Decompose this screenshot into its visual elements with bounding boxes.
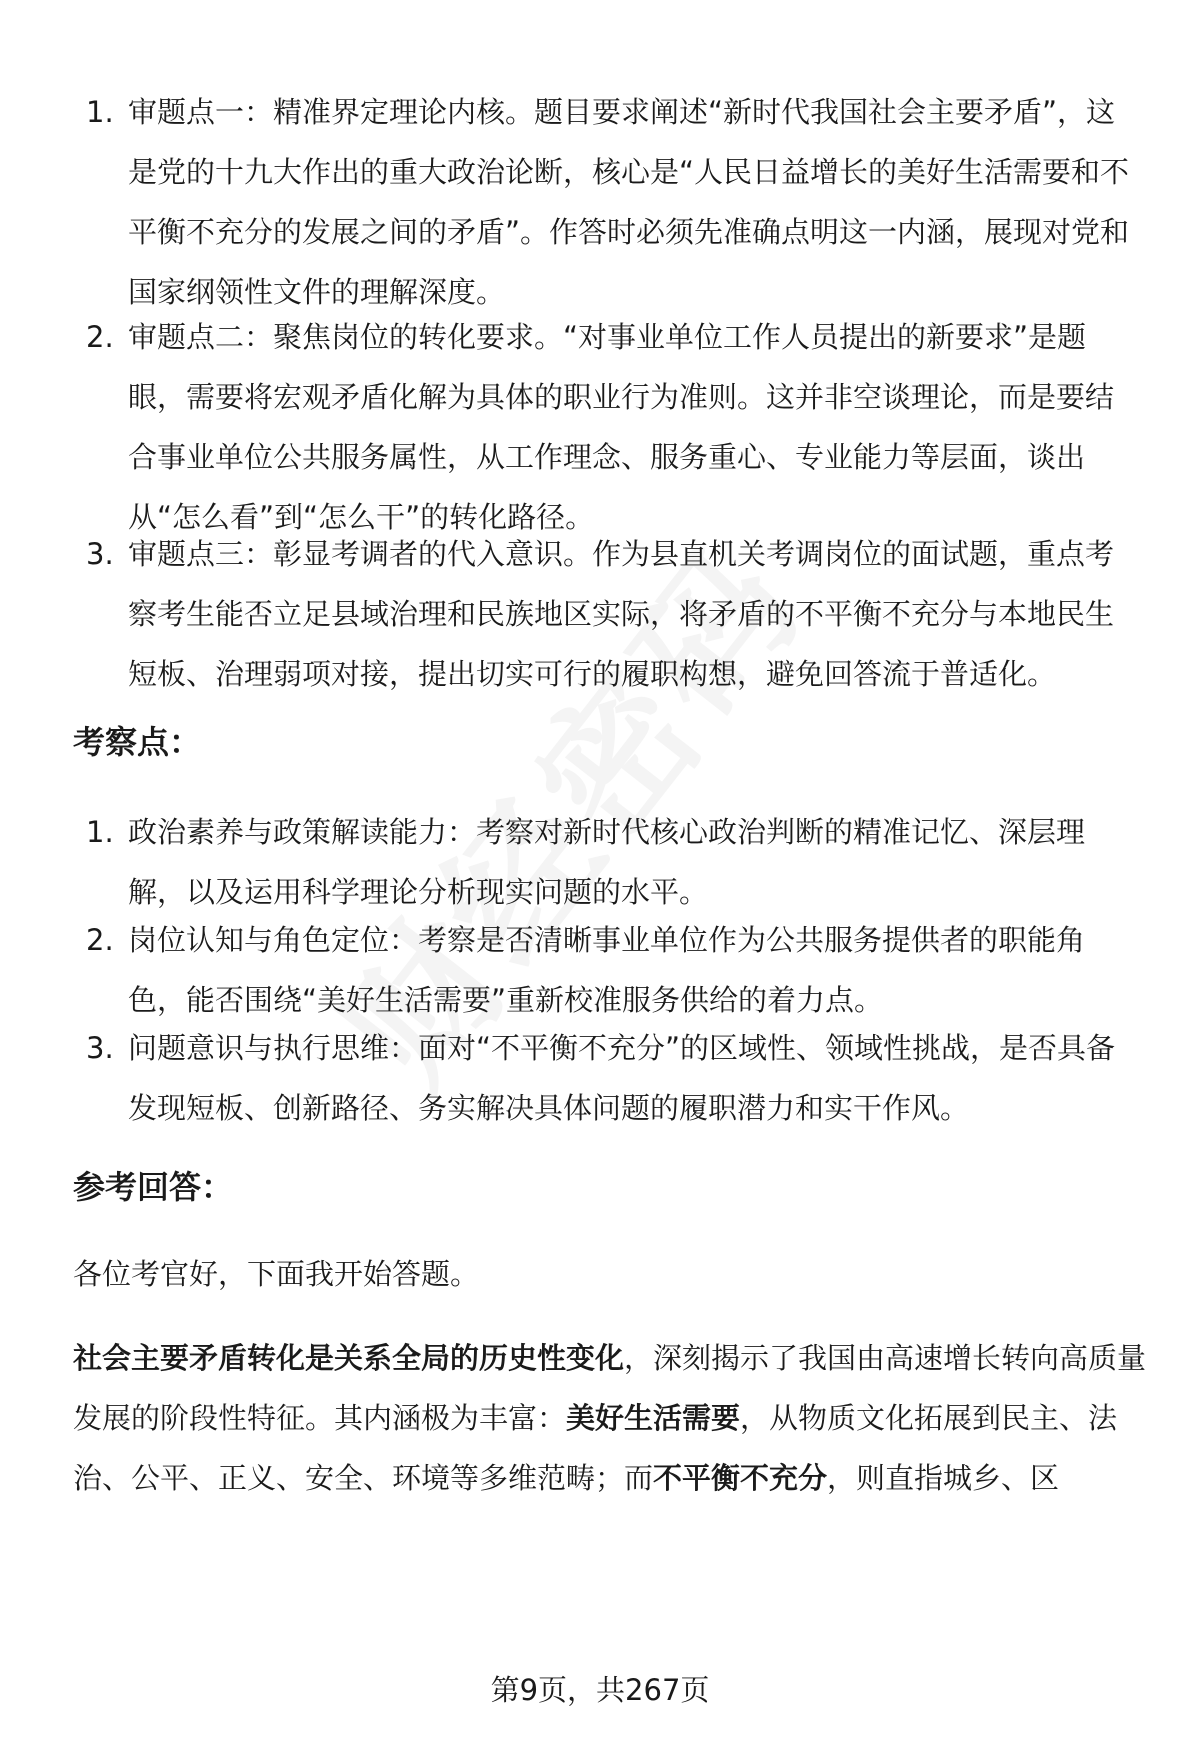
list-item xyxy=(78,524,1138,704)
list-number: 2. xyxy=(86,923,114,957)
list-item-text: 审题点三：彰显考调者的代入意识。作为县直机关考调岗位的面试题，重点考察考生能否立足县域治理和民族地区实际，将矛盾的不平衡不充分与本地民生短板、治理弱项对接，提出切实可行的履职构想，避免回答流于普适化。 xyxy=(128,537,1115,691)
paragraph-text: ，深刻揭示了我国由高速增长转向高质量发展的阶段性特征。其内涵极为丰富： xyxy=(73,1341,1147,1435)
answer-greeting: 各位考官好，下面我开始答题。 xyxy=(73,1257,480,1291)
list-number: 2. xyxy=(86,320,114,354)
bold-phrase: 美好生活需要 xyxy=(566,1401,741,1435)
list-item-text: 审题点二：聚焦岗位的转化要求。“对事业单位工作人员提出的新要求”是题眼，需要将宏观矛盾化解为具体的职业行为准则。这并非空谈理论，而是要结合事业单位公共服务属性，从工作理念、服务重心、专业能力等层面，谈出从“怎么看”到“怎么干”的转化路径。 xyxy=(128,320,1115,534)
list-number: 1. xyxy=(86,815,114,849)
bold-phrase: 不平衡不充分 xyxy=(653,1461,828,1495)
list-item xyxy=(78,82,1138,307)
exam-points-heading: 考察点： xyxy=(73,723,202,761)
answer-paragraph xyxy=(73,1328,1153,1508)
list-item-text: 问题意识与执行思维：面对“不平衡不充分”的区域性、领域性挑战，是否具备发现短板、创新路径、务实解决具体问题的履职潜力和实干作风。 xyxy=(128,1031,1116,1125)
list-item-text: 岗位认知与角色定位：考察是否清晰事业单位作为公共服务提供者的职能角色，能否围绕“美好生活需要”重新校准服务供给的着力点。 xyxy=(128,923,1086,1017)
list-item-text: 政治素养与政策解读能力：考察对新时代核心政治判断的精准记忆、深层理解，以及运用科学理论分析现实问题的水平。 xyxy=(128,815,1086,909)
paragraph-text: ，则直指城乡、区 xyxy=(827,1461,1060,1495)
list-item xyxy=(78,1018,1138,1138)
list-item xyxy=(78,802,1138,910)
list-number: 3. xyxy=(86,1031,114,1065)
list-item-text: 审题点一：精准界定理论内核。题目要求阐述“新时代我国社会主要矛盾”，这是党的十九大作出的重大政治论断，核心是“人民日益增长的美好生活需要和不平衡不充分的发展之间的矛盾”。作答时必须先准确点明这一内涵，展现对党和国家纲领性文件的理解深度。 xyxy=(128,95,1130,309)
review-points-list xyxy=(78,82,1138,704)
list-item xyxy=(78,910,1138,1018)
paragraph-text: ，从物质文化拓展到民主、法治、公平、正义、安全、环境等多维范畴；而 xyxy=(73,1401,1118,1495)
list-item xyxy=(78,307,1138,534)
bold-phrase: 社会主要矛盾转化是关系全局的历史性变化 xyxy=(73,1341,625,1375)
answer-heading: 参考回答： xyxy=(73,1168,234,1206)
list-number: 3. xyxy=(86,537,114,571)
page-number: 第9页，共267页 xyxy=(490,1673,710,1707)
list-number: 1. xyxy=(86,95,114,129)
exam-points-list xyxy=(78,802,1138,1138)
